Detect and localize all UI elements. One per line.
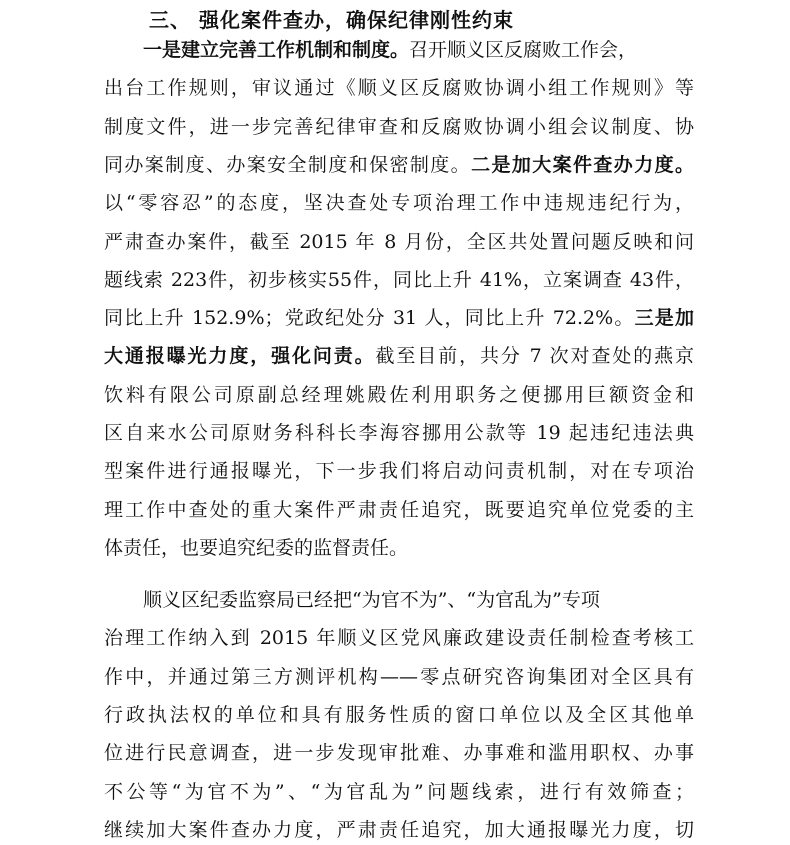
text-line xyxy=(104,495,694,525)
text-run: 继续加大案件查办力度，严肃责任追究，加大通报曝光力度，切 xyxy=(104,818,694,841)
text-run: 型案件进行通报曝光，下一步我们将启动问责机制，对在专项治 xyxy=(104,460,694,483)
text-line xyxy=(143,35,694,65)
bold-text-run: 三是加 xyxy=(634,307,694,330)
text-line xyxy=(143,585,694,615)
text-line xyxy=(104,738,694,768)
text-run: 严肃查办案件，截至 2015 年 8 月份，全区共处置问题反映和问 xyxy=(104,230,694,253)
text-run: 饮料有限公司原副总经理姚殿佐利用职务之便挪用巨额资金和 xyxy=(104,383,694,406)
text-run: 行政执法权的单位和具有服务性质的窗口单位以及全区其他单 xyxy=(104,703,694,726)
text-line xyxy=(104,73,694,103)
bold-text-run: 大通报曝光力度，强化问责。 xyxy=(104,345,376,368)
text-line xyxy=(104,112,694,142)
section-heading: 三、 强化案件查办，确保纪律刚性约束 xyxy=(149,8,514,32)
text-run: 区自来水公司原财务科科长李海容挪用公款等 19 起违纪违法典 xyxy=(104,422,694,444)
text-line xyxy=(104,662,694,692)
text-run: 作中，并通过第三方测评机构——零点研究咨询集团对全区具有 xyxy=(104,665,694,688)
bold-text-run: 二是加大案件查办力度。 xyxy=(471,153,694,176)
text-line xyxy=(104,227,694,257)
text-line xyxy=(104,265,694,295)
text-run: 同比上升 152.9%；党政纪处分 31 人，同比上升 72.2%。 xyxy=(104,307,635,330)
text-run: 出台工作规则，审议通过《顺义区反腐败协调小组工作规则》等 xyxy=(104,77,694,100)
text-line xyxy=(104,418,694,448)
text-line xyxy=(104,303,694,333)
text-line xyxy=(104,341,694,371)
text-line xyxy=(104,777,694,807)
bold-text-run: 一是建立完善工作机制和制度。 xyxy=(143,39,410,61)
text-line xyxy=(104,150,694,180)
text-run: 题线索 223件，初步核实55件，同比上升 41%，立案调查 43件， xyxy=(104,268,694,291)
text-line xyxy=(104,188,694,218)
text-run: 顺义区纪委监察局已经把“为官不为”、“为官乱为”专项 xyxy=(143,589,600,611)
text-line xyxy=(104,623,694,653)
text-run: 截至目前，共分 7 次对查处的燕京 xyxy=(375,345,694,368)
text-line xyxy=(104,380,694,410)
text-run: 制度文件，进一步完善纪律审查和反腐败协调小组会议制度、协 xyxy=(104,115,694,138)
text-line xyxy=(104,700,694,730)
text-run: 召开顺义区反腐败工作会， xyxy=(409,39,638,61)
text-line xyxy=(104,533,694,563)
text-run: 体责任，也要追究纪委的监督责任。 xyxy=(104,536,409,559)
text-run: 位进行民意调查，进一步发现审批难、办事难和滥用职权、办事 xyxy=(104,742,694,765)
text-run: 理工作中查处的重大案件严肃责任追究，既要追究单位党委的主 xyxy=(104,498,694,521)
text-run: 以“零容忍”的态度，坚决查处专项治理工作中违规违纪行为， xyxy=(104,192,694,215)
text-run: 同办案制度、办案安全制度和保密制度。 xyxy=(104,153,472,176)
text-run: 治理工作纳入到 2015 年顺义区党风廉政建设责任制检查考核工 xyxy=(104,627,694,650)
text-line xyxy=(104,456,694,486)
text-line xyxy=(104,815,694,845)
text-run: 不公等“为官不为”、“为官乱为”问题线索，进行有效筛查； xyxy=(104,780,694,803)
